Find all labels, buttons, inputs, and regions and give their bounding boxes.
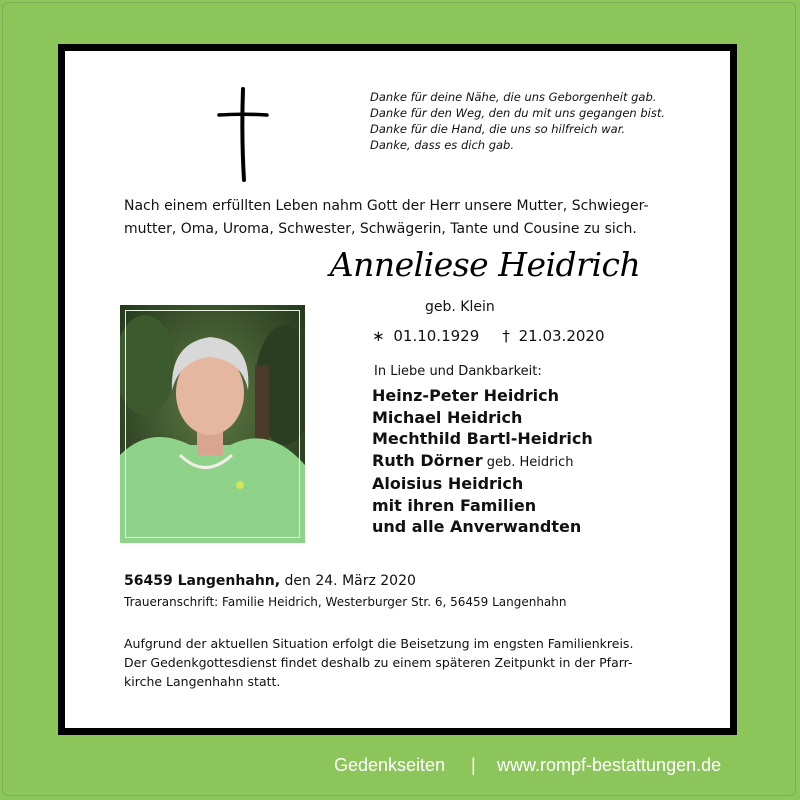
mourner-name: Aloisius Heidrich (372, 474, 524, 493)
poem (370, 89, 665, 153)
mourner-note: geb. Heidrich (482, 454, 574, 470)
portrait-photo (120, 305, 305, 543)
mourner-name: Heinz-Peter Heidrich (372, 386, 560, 405)
mourner (372, 495, 593, 517)
birth-date: 01.10.1929 (393, 327, 480, 345)
footer-memorial-link[interactable]: Gedenkseiten (334, 755, 446, 775)
mourners-label: In Liebe und Dankbarkeit: (374, 364, 542, 379)
closing-line: Aufgrund der aktuellen Situation erfolgt die Beisetzung im engsten Familienkreis. (124, 636, 634, 651)
place-date-text: den 24. März 2020 (280, 573, 416, 589)
mourner (372, 385, 593, 407)
mourner-name: und alle Anverwandten (372, 517, 582, 536)
mourner-name: Ruth Dörner (372, 450, 483, 470)
maiden-name: geb. Klein (425, 299, 495, 315)
place-town: 56459 Langenhahn, (124, 573, 281, 589)
mourner (372, 428, 593, 450)
mourner (372, 407, 593, 429)
life-dates (372, 327, 609, 345)
mourning-address: Traueranschrift: Familie Heidrich, Westerburger Str. 6, 56459 Langenhahn (124, 595, 567, 609)
closing-text (124, 634, 734, 691)
photo-border (125, 310, 300, 538)
cross-icon (217, 87, 269, 182)
death-date: 21.03.2020 (518, 327, 605, 345)
obituary-notice (58, 44, 737, 735)
mourner (372, 516, 593, 538)
footer-website-link[interactable]: www.rompf-bestattungen.de (497, 755, 722, 775)
mourner-name: mit ihren Familien (372, 495, 537, 515)
mourner-name: Mechthild Bartl-Heidrich (372, 429, 593, 448)
poem-line: Danke, dass es dich gab. (370, 138, 515, 152)
mourners-list (372, 385, 593, 538)
intro-text (124, 195, 724, 241)
closing-line: Der Gedenkgottesdienst findet deshalb zu einem späteren Zeitpunkt in der Pfarr- (124, 655, 633, 670)
poem-line: Danke für deine Nähe, die uns Geborgenheit gab. (370, 90, 657, 104)
mourner-name: Michael Heidrich (372, 407, 523, 427)
footer-separator: | (471, 755, 476, 775)
mourner (372, 473, 593, 495)
mourner (372, 450, 593, 474)
place-date (124, 573, 416, 589)
poem-line: Danke für die Hand, die uns so hilfreich war. (370, 122, 626, 136)
poem-line: Danke für den Weg, den du mit uns gegangen bist. (370, 106, 666, 120)
death-symbol: † (502, 327, 510, 345)
deceased-name: Anneliese Heidrich (329, 245, 641, 284)
intro-line: mutter, Oma, Uroma, Schwester, Schwägerin, Tante und Cousine zu sich. (124, 221, 637, 237)
birth-symbol: ∗ (372, 327, 385, 345)
intro-line: Nach einem erfüllten Leben nahm Gott der Herr unsere Mutter, Schwieger- (124, 198, 649, 214)
notice-paper (65, 51, 730, 728)
closing-line: kirche Langenhahn statt. (124, 674, 281, 689)
